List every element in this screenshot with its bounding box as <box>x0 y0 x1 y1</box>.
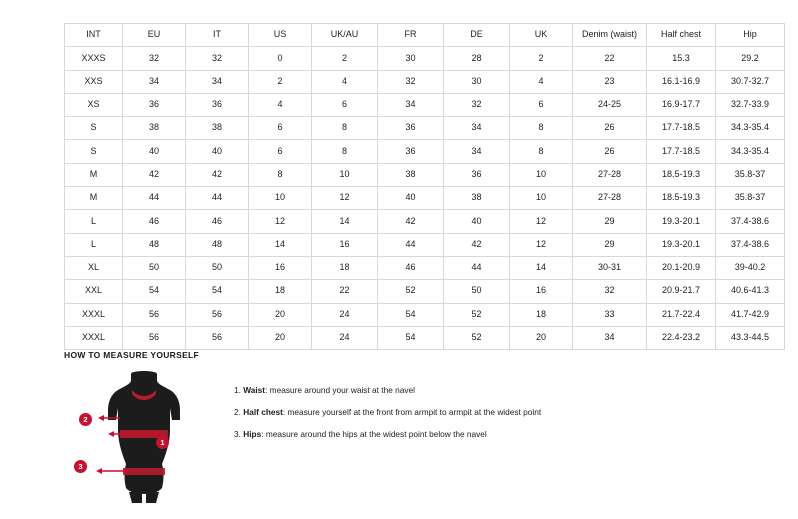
cell-it: 32 <box>186 47 249 70</box>
table-row <box>65 47 785 70</box>
cell-uk-au: 2 <box>312 47 378 70</box>
cell-it: 42 <box>186 163 249 186</box>
cell-half-chest: 21.7-22.4 <box>647 303 716 326</box>
cell-de: 42 <box>444 233 510 256</box>
cell-it: 40 <box>186 140 249 163</box>
cell-denim-waist: 29 <box>573 233 647 256</box>
cell-uk: 16 <box>510 280 573 303</box>
cell-denim-waist: 22 <box>573 47 647 70</box>
note-term: Waist <box>243 385 266 395</box>
measure-note-half-chest <box>234 408 541 418</box>
cell-denim-waist: 26 <box>573 117 647 140</box>
cell-denim-waist: 30-31 <box>573 256 647 279</box>
cell-uk-au: 8 <box>312 140 378 163</box>
table-header <box>65 24 785 47</box>
cell-half-chest: 19.3-20.1 <box>647 210 716 233</box>
cell-eu: 36 <box>123 93 186 116</box>
cell-int: XL <box>65 256 123 279</box>
cell-fr: 54 <box>378 303 444 326</box>
cell-half-chest: 20.1-20.9 <box>647 256 716 279</box>
cell-de: 40 <box>444 210 510 233</box>
badge-half-chest: 2 <box>79 413 92 426</box>
column-header-half-chest: Half chest <box>647 24 716 47</box>
cell-denim-waist: 23 <box>573 70 647 93</box>
note-term: Half chest <box>243 406 283 417</box>
table-row <box>65 140 785 163</box>
cell-hip: 35.8-37 <box>716 163 785 186</box>
note-text: : measure yourself at the front from armpit to armpit at the widest point <box>282 406 542 417</box>
cell-fr: 34 <box>378 93 444 116</box>
cell-denim-waist: 29 <box>573 210 647 233</box>
cell-uk: 2 <box>510 47 573 70</box>
cell-uk: 12 <box>510 233 573 256</box>
cell-fr: 46 <box>378 256 444 279</box>
cell-half-chest: 15.3 <box>647 47 716 70</box>
cell-uk-au: 6 <box>312 93 378 116</box>
cell-us: 18 <box>249 280 312 303</box>
cell-us: 14 <box>249 233 312 256</box>
cell-half-chest: 18.5-19.3 <box>647 187 716 210</box>
cell-eu: 40 <box>123 140 186 163</box>
cell-de: 44 <box>444 256 510 279</box>
cell-int: XXXL <box>65 326 123 349</box>
cell-fr: 30 <box>378 47 444 70</box>
cell-hip: 43.3-44.5 <box>716 326 785 349</box>
cell-us: 4 <box>249 93 312 116</box>
note-index: 2. <box>234 406 241 417</box>
cell-half-chest: 17.7-18.5 <box>647 117 716 140</box>
hips-measure-arrow <box>96 468 130 474</box>
measure-note-waist <box>234 386 541 396</box>
cell-uk: 10 <box>510 187 573 210</box>
cell-hip: 41.7-42.9 <box>716 303 785 326</box>
cell-fr: 40 <box>378 187 444 210</box>
cell-fr: 52 <box>378 280 444 303</box>
cell-it: 56 <box>186 326 249 349</box>
cell-fr: 42 <box>378 210 444 233</box>
table-row <box>65 326 785 349</box>
cell-hip: 34.3-35.4 <box>716 117 785 140</box>
cell-us: 6 <box>249 140 312 163</box>
mannequin-illustration <box>84 368 204 503</box>
size-conversion-table <box>64 23 785 350</box>
cell-it: 44 <box>186 187 249 210</box>
measure-notes-list <box>234 368 541 452</box>
cell-half-chest: 17.7-18.5 <box>647 140 716 163</box>
cell-us: 2 <box>249 70 312 93</box>
column-header-it: IT <box>186 24 249 47</box>
table-row <box>65 70 785 93</box>
how-to-measure-body <box>64 368 734 503</box>
cell-uk-au: 10 <box>312 163 378 186</box>
cell-it: 56 <box>186 303 249 326</box>
cell-denim-waist: 33 <box>573 303 647 326</box>
cell-int: L <box>65 210 123 233</box>
cell-hip: 39-40.2 <box>716 256 785 279</box>
cell-de: 52 <box>444 326 510 349</box>
column-header-denim-waist: Denim (waist) <box>573 24 647 47</box>
cell-hip: 34.3-35.4 <box>716 140 785 163</box>
cell-us: 16 <box>249 256 312 279</box>
cell-denim-waist: 27-28 <box>573 187 647 210</box>
cell-int: XXS <box>65 70 123 93</box>
cell-uk: 20 <box>510 326 573 349</box>
size-table-container <box>64 23 770 350</box>
cell-us: 12 <box>249 210 312 233</box>
cell-half-chest: 19.3-20.1 <box>647 233 716 256</box>
cell-uk-au: 14 <box>312 210 378 233</box>
cell-de: 34 <box>444 140 510 163</box>
cell-hip: 40.6-41.3 <box>716 280 785 303</box>
cell-fr: 44 <box>378 233 444 256</box>
cell-de: 38 <box>444 187 510 210</box>
column-header-uk: UK <box>510 24 573 47</box>
cell-eu: 34 <box>123 70 186 93</box>
note-term: Hips <box>243 428 262 439</box>
cell-us: 10 <box>249 187 312 210</box>
cell-us: 0 <box>249 47 312 70</box>
cell-uk-au: 24 <box>312 303 378 326</box>
cell-fr: 36 <box>378 117 444 140</box>
cell-denim-waist: 27-28 <box>573 163 647 186</box>
column-header-uk-au: UK/AU <box>312 24 378 47</box>
cell-it: 50 <box>186 256 249 279</box>
cell-uk-au: 22 <box>312 280 378 303</box>
cell-eu: 56 <box>123 326 186 349</box>
cell-eu: 42 <box>123 163 186 186</box>
cell-eu: 44 <box>123 187 186 210</box>
cell-hip: 37.4-38.6 <box>716 233 785 256</box>
how-to-measure-section <box>64 350 734 503</box>
cell-eu: 38 <box>123 117 186 140</box>
how-to-measure-title: HOW TO MEASURE YOURSELF <box>64 350 200 360</box>
column-header-hip: Hip <box>716 24 785 47</box>
cell-int: XS <box>65 93 123 116</box>
cell-eu: 56 <box>123 303 186 326</box>
cell-us: 8 <box>249 163 312 186</box>
cell-uk: 12 <box>510 210 573 233</box>
note-text: : measure around your waist at the navel <box>265 385 415 395</box>
cell-int: L <box>65 233 123 256</box>
cell-hip: 29.2 <box>716 47 785 70</box>
cell-half-chest: 18.5-19.3 <box>647 163 716 186</box>
cell-us: 20 <box>249 303 312 326</box>
cell-uk: 14 <box>510 256 573 279</box>
badge-waist: 1 <box>156 436 169 449</box>
cell-de: 36 <box>444 163 510 186</box>
column-header-eu: EU <box>123 24 186 47</box>
cell-hip: 32.7-33.9 <box>716 93 785 116</box>
cell-half-chest: 16.1-16.9 <box>647 70 716 93</box>
mannequin-figure <box>78 368 204 503</box>
badge-hips: 3 <box>74 460 87 473</box>
cell-denim-waist: 26 <box>573 140 647 163</box>
cell-eu: 48 <box>123 233 186 256</box>
cell-int: XXXL <box>65 303 123 326</box>
table-row <box>65 233 785 256</box>
cell-de: 32 <box>444 93 510 116</box>
cell-fr: 54 <box>378 326 444 349</box>
cell-half-chest: 22.4-23.2 <box>647 326 716 349</box>
note-index: 3. <box>234 428 241 439</box>
table-row <box>65 93 785 116</box>
cell-de: 50 <box>444 280 510 303</box>
cell-it: 34 <box>186 70 249 93</box>
cell-uk-au: 16 <box>312 233 378 256</box>
cell-eu: 54 <box>123 280 186 303</box>
cell-int: XXXS <box>65 47 123 70</box>
cell-hip: 35.8-37 <box>716 187 785 210</box>
cell-it: 38 <box>186 117 249 140</box>
table-row <box>65 210 785 233</box>
column-header-fr: FR <box>378 24 444 47</box>
cell-fr: 32 <box>378 70 444 93</box>
cell-fr: 38 <box>378 163 444 186</box>
table-row <box>65 303 785 326</box>
cell-us: 20 <box>249 326 312 349</box>
cell-denim-waist: 32 <box>573 280 647 303</box>
cell-fr: 36 <box>378 140 444 163</box>
cell-us: 6 <box>249 117 312 140</box>
cell-uk: 10 <box>510 163 573 186</box>
table-header-row <box>65 24 785 47</box>
column-header-us: US <box>249 24 312 47</box>
cell-int: XXL <box>65 280 123 303</box>
table-row <box>65 163 785 186</box>
cell-eu: 32 <box>123 47 186 70</box>
cell-uk: 6 <box>510 93 573 116</box>
cell-uk-au: 18 <box>312 256 378 279</box>
table-row <box>65 117 785 140</box>
cell-int: M <box>65 187 123 210</box>
note-index: 1. <box>234 385 241 395</box>
cell-de: 34 <box>444 117 510 140</box>
cell-it: 36 <box>186 93 249 116</box>
measure-note-hips <box>234 430 541 440</box>
column-header-int: INT <box>65 24 123 47</box>
cell-hip: 37.4-38.6 <box>716 210 785 233</box>
cell-denim-waist: 34 <box>573 326 647 349</box>
note-text: : measure around the hips at the widest point below the navel <box>261 428 487 439</box>
column-header-de: DE <box>444 24 510 47</box>
cell-int: M <box>65 163 123 186</box>
table-row <box>65 256 785 279</box>
cell-uk-au: 4 <box>312 70 378 93</box>
cell-int: S <box>65 117 123 140</box>
table-body <box>65 47 785 350</box>
cell-denim-waist: 24-25 <box>573 93 647 116</box>
cell-uk-au: 12 <box>312 187 378 210</box>
cell-de: 28 <box>444 47 510 70</box>
cell-de: 30 <box>444 70 510 93</box>
cell-uk-au: 8 <box>312 117 378 140</box>
table-row <box>65 187 785 210</box>
cell-uk: 4 <box>510 70 573 93</box>
cell-half-chest: 16.9-17.7 <box>647 93 716 116</box>
cell-it: 46 <box>186 210 249 233</box>
cell-it: 48 <box>186 233 249 256</box>
cell-eu: 46 <box>123 210 186 233</box>
cell-hip: 30.7-32.7 <box>716 70 785 93</box>
cell-half-chest: 20.9-21.7 <box>647 280 716 303</box>
cell-it: 54 <box>186 280 249 303</box>
cell-uk: 18 <box>510 303 573 326</box>
cell-uk: 8 <box>510 117 573 140</box>
cell-uk: 8 <box>510 140 573 163</box>
cell-uk-au: 24 <box>312 326 378 349</box>
cell-de: 52 <box>444 303 510 326</box>
table-row <box>65 280 785 303</box>
cell-int: S <box>65 140 123 163</box>
cell-eu: 50 <box>123 256 186 279</box>
